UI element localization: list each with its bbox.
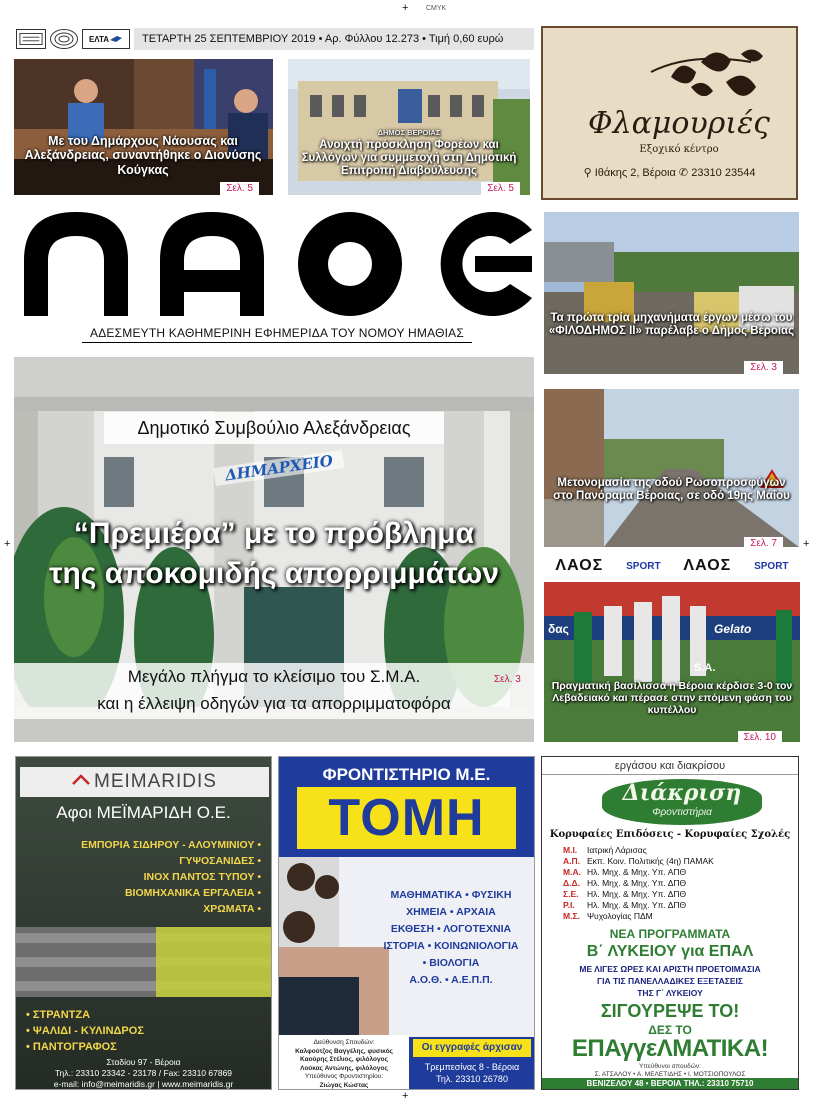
sport-header: [544, 553, 800, 579]
seal-logo: [50, 29, 78, 49]
meimaridis-list-left: [26, 1007, 144, 1055]
side-story-street-page: Σελ. 7: [744, 537, 783, 547]
sport-board-1: δας: [548, 622, 569, 636]
tomi-manager-head: Υπεύθυνος Φροντιστηρίου:: [304, 1073, 384, 1080]
townhall-sign: ΔΗΜΑΡΧΕΙΟ: [213, 450, 344, 486]
roof-icon: [72, 774, 90, 790]
tomi-enroll: Οι εγγραφές άρχισαν: [413, 1039, 531, 1057]
side-story-machinery[interactable]: [544, 212, 799, 374]
diakrisi-resp-names: Σ. ΑΤΣΑΛΟΥ • Α. ΜΕΛΕΤΙΔΗΣ • Ι. ΜΟΤΣΙΟΠΟΥΛΟΣ: [594, 1070, 746, 1078]
meimaridis-item: ΓΥΨΟΣΑΝΙΔΕΣ •: [179, 855, 261, 867]
tomi-manager: Ζιώγας Κώστας: [319, 1081, 369, 1089]
phone-icon: ✆: [678, 167, 689, 179]
tomi-staff: [279, 1035, 409, 1089]
top-story-mayors[interactable]: [14, 59, 273, 195]
side-story-street-caption: Μετονομασία της οδού Ρωσοπροσφύγων στο Πανόραμα Βέροιας, σε οδό 19ης Μαΐου: [553, 477, 790, 503]
sport-board-2: Gelato: [714, 622, 752, 636]
main-story-band: Δημοτικό Συμβούλιο Αλεξάνδρειας: [104, 412, 444, 444]
top-story-municipality-page: Σελ. 5: [481, 182, 520, 195]
tomi-subject: Α.Ο.Θ. • Α.Ε.Π.Π.: [409, 974, 493, 986]
tomi-title: ΦΡΟΝΤΙΣΤΗΡΙΟ Μ.Ε.: [322, 765, 491, 784]
top-story-mayors-page: Σελ. 5: [220, 182, 259, 195]
meimaridis-brand: MEIMARIDIS: [94, 771, 217, 792]
meimaridis-item: ΕΜΠΟΡΙΑ ΣΙΔΗΡΟΥ - ΑΛΟΥΜΙΝΙΟΥ •: [81, 839, 261, 851]
location-pin-icon: ⚲: [583, 167, 592, 179]
table-row: Δ.Δ. Ηλ. Μηχ. & Μηχ. Υπ. ΔΠΘ: [563, 878, 687, 888]
diakrisi-resp: [542, 1063, 798, 1078]
ad-diakrisi[interactable]: [541, 756, 799, 1090]
tomi-subject: ΜΑΘΗΜΑΤΙΚΑ • ΦΥΣΙΚΗ: [390, 889, 512, 901]
sport-logo-2: ΛΑΟΣ: [683, 557, 732, 574]
table-row: Α.Π. Εκπ. Κοιν. Πολιτικής (4η) ΠΑΜΑΚ: [563, 856, 714, 866]
sport-word-2: SPORT: [754, 560, 789, 572]
flamouries-phone: 23310 23544: [691, 167, 756, 179]
header-logos: [16, 27, 132, 51]
tomi-address: Τρεμπεσίνας 8 - Βέροια: [424, 1062, 520, 1072]
diakrisi-slogan: Κορυφαίες Επιδόσεις - Κορυφαίες Σχολές: [549, 829, 791, 840]
registration-mark-right: +: [803, 538, 810, 550]
meimaridis-item: ΙΝΟΧ ΠΑΝΤΟΣ ΤΥΠΟΥ •: [143, 871, 261, 883]
main-story-sub-2: και η έλλειψη οδηγών για τα απορριμματοφόρα: [97, 694, 451, 713]
side-story-street[interactable]: [544, 389, 799, 547]
sport-logo-1: ΛΑΟΣ: [555, 557, 604, 574]
meimaridis-web: e-mail: info@meimaridis.gr | www.meimaridis.gr: [53, 1079, 234, 1089]
top-story-mayors-caption: Με του Δημάρχους Νάουσας και Αλεξάνδρειας, συναντήθηκε ο Διονύσης Κούγκας: [24, 134, 262, 177]
tomi-subject: ΕΚΘΕΣΗ • ΛΟΓΟΤΕΧΝΙΑ: [390, 923, 512, 935]
diakrisi-top: εργάσου και διακρίσου: [542, 760, 798, 775]
diakrisi-class: Β΄ ΛΥΚΕΙΟΥ για ΕΠΑΛ: [586, 943, 754, 960]
meimaridis-brand-bar: [20, 767, 269, 797]
sport-story[interactable]: [544, 582, 800, 742]
diakrisi-cta: ΣΙΓΟΥΡΕΨΕ ΤΟ!: [600, 1001, 740, 1021]
top-story-municipality-overline: ΔΗΜΟΣ ΒΕΡΟΙΑΣ: [377, 128, 441, 137]
street-photo: [544, 389, 799, 547]
masthead-tagline: ΑΔΕΣΜΕΥΤΗ ΚΑΘΗΜΕΡΙΝΗ ΕΦΗΜΕΡΙΔΑ ΤΟΥ ΝΟΜΟΥ ΗΜΑΘΙΑΣ: [82, 326, 472, 343]
tomi-staff-item: Λούκας Αντώνης, φιλόλογος: [300, 1064, 388, 1072]
sport-word-1: SPORT: [626, 560, 661, 572]
registration-mark-left: +: [4, 538, 11, 550]
tomi-subjects: [371, 887, 531, 989]
diakrisi-line: ΤΗΣ Γ΄ ΛΥΚΕΙΟΥ: [637, 988, 703, 998]
main-story[interactable]: [14, 357, 534, 742]
table-row: Ρ.Ι. Ηλ. Μηχ. & Μηχ. Υπ. ΔΠΘ: [563, 900, 687, 910]
tomi-contact: [413, 1061, 531, 1085]
tomi-subject: ΧΗΜΕΙΑ • ΑΡΧΑΙΑ: [406, 906, 496, 918]
tomi-phone: Τηλ. 23310 26780: [436, 1074, 508, 1084]
tomi-subject: ΙΣΤΟΡΙΑ • ΚΟΙΝΩΝΙΟΛΟΓΙΑ: [383, 940, 519, 952]
cmyk-mark: CMYK: [426, 5, 447, 12]
diakrisi-logo: [602, 779, 762, 825]
main-story-sub-1: Μεγάλο πλήγμα το κλείσιμο του Σ.Μ.Α.: [127, 667, 421, 686]
registration-mark-top: +: [402, 2, 409, 14]
diakrisi-cta2: ΔΕΣ ΤΟ: [648, 1023, 692, 1037]
meimaridis-item: ΒΙΟΜΗΧΑΝΙΚΑ ΕΡΓΑΛΕΙΑ •: [124, 887, 261, 899]
meimaridis-list-right: [21, 837, 261, 917]
diakrisi-line: ΓΙΑ ΤΙΣ ΠΑΝΕΛΛΑΔΙΚΕΣ ΕΞΕΤΑΣΕΙΣ: [596, 976, 744, 986]
elta-logo-text: ΕΛΤΑ: [88, 34, 110, 44]
main-story-headline-1: “Πρεμιέρα” με το πρόβλημα: [73, 517, 475, 550]
sport-board-3: S.A.: [694, 662, 716, 674]
flamouries-contact: [543, 166, 796, 179]
ad-meimaridis[interactable]: [15, 756, 272, 1090]
diakrisi-footer: ΒΕΝΙΖΕΛΟΥ 48 • ΒΕΡΟΙΑ ΤΗΛ.: 23310 75710: [542, 1078, 798, 1090]
diakrisi-new: ΝΕΑ ΠΡΟΓΡΑΜΜΑΤΑ: [609, 927, 731, 941]
tomi-staff-item: Καλφούτζος Βαγγέλης, φυσικός: [295, 1047, 393, 1055]
main-story-page: Σελ. 3: [494, 674, 521, 685]
registration-mark-bottom: +: [402, 1090, 409, 1102]
diakrisi-resp-head: Υπεύθυνοι σπουδών:: [639, 1063, 701, 1070]
date-line: ΤΕΤΑΡΤΗ 25 ΣΕΠΤΕΜΒΡΙΟΥ 2019 • Αρ. Φύλλου 12.273 • Τιμή 0,60 ευρώ: [134, 28, 534, 50]
ad-tomi[interactable]: [278, 756, 535, 1090]
diakrisi-big: ΕΠΑγγεΛΜΑΤΙΚΑ!: [571, 1035, 769, 1062]
meimaridis-company: Αφοι ΜΕΪΜΑΡΙΔΗ Ο.Ε.: [56, 803, 231, 822]
diakrisi-name: Διάκριση: [622, 780, 742, 806]
diakrisi-line: ΜΕ ΛΙΓΕΣ ΩΡΕΣ ΚΑΙ ΑΡΙΣΤΗ ΠΡΟΕΤΟΙΜΑΣΙΑ: [579, 964, 761, 974]
diakrisi-lines: [542, 963, 798, 999]
diakrisi-sub: Φροντιστήρια: [652, 807, 712, 818]
meimaridis-item: • ΨΑΛΙΔΙ - ΚΥΛΙΝΔΡΟΣ: [26, 1025, 144, 1037]
meimaridis-address: Σταδίου 97 - Βέροια: [106, 1057, 181, 1067]
meimaridis-contact: [16, 1057, 271, 1090]
sheet-metal-graphic: [16, 927, 271, 997]
sport-story-caption: Πραγματική βασίλισσα η Βέροια κέρδισε 3-0 τον Λεβαδειακό και πέρασε στην επόμενη φάση του κυπέλλου: [551, 680, 793, 717]
machinery-photo: [544, 212, 799, 374]
flamouries-name: Φλαμουριές: [588, 106, 770, 141]
main-story-headline-2: της αποκομιδής απορριμμάτων: [49, 557, 499, 590]
table-row: Μ.Ι. Ιατρική Λάρισας: [563, 845, 647, 855]
table-row: Μ.Σ. Ψυχολογίας ΠΔΜ: [563, 911, 653, 921]
tomi-name: ΤΟΜΗ: [297, 787, 516, 849]
ad-flamouries[interactable]: [541, 26, 798, 200]
tomi-staff-item: Καούρης Στέλιος, φιλόλογος: [300, 1056, 388, 1063]
main-story-subheadline: [14, 663, 534, 719]
masthead-logo[interactable]: [20, 208, 536, 320]
flamouries-address: Ιθάκης 2, Βέροια: [594, 167, 676, 179]
publisher-logo: [16, 29, 46, 49]
meimaridis-item: ΧΡΩΜΑΤΑ •: [203, 903, 261, 915]
meimaridis-phones: Τηλ.: 23310 23342 - 23178 / Fax: 23310 67869: [54, 1068, 233, 1078]
table-row: Σ.Ε. Ηλ. Μηχ. & Μηχ. Υπ. ΔΠΘ: [563, 889, 687, 899]
masthead-letters: [20, 208, 536, 320]
top-story-municipality[interactable]: [288, 59, 530, 195]
bird-icon: [109, 34, 123, 44]
side-story-machinery-caption: Τα πρώτα τρία μηχανήματα έργων μέσω του «ΦΙΛΟΔΗΜΟΣ ΙΙ» παρέλαβε ο Δήμος Βέροιας: [548, 312, 795, 338]
elta-logo: [82, 29, 130, 49]
meimaridis-item: • ΠΑΝΤΟΓΡΑΦΟΣ: [26, 1041, 117, 1053]
tomi-staff-head: Διεύθυνση Σπουδών:: [313, 1039, 375, 1046]
top-story-municipality-caption: Ανοιχτή πρόσκληση Φορέων και Συλλόγων για συμμετοχή στη Δημοτική Επιτροπή Διαβούλευσης: [301, 139, 517, 178]
linden-leaves-icon: [631, 42, 781, 112]
football-photo: [544, 582, 800, 742]
meimaridis-item: • ΣΤΡΑΝΤΖΑ: [26, 1009, 91, 1021]
tomi-subject: • ΒΙΟΛΟΓΙΑ: [422, 957, 480, 969]
diakrisi-results-table: [560, 845, 717, 922]
table-row: Μ.Α. Ηλ. Μηχ. & Μηχ. Υπ. ΑΠΘ: [563, 867, 687, 877]
flamouries-subtitle: Εξοχικό κέντρο: [639, 144, 719, 155]
sport-story-page: Σελ. 10: [738, 731, 782, 742]
side-story-machinery-page: Σελ. 3: [744, 361, 783, 374]
